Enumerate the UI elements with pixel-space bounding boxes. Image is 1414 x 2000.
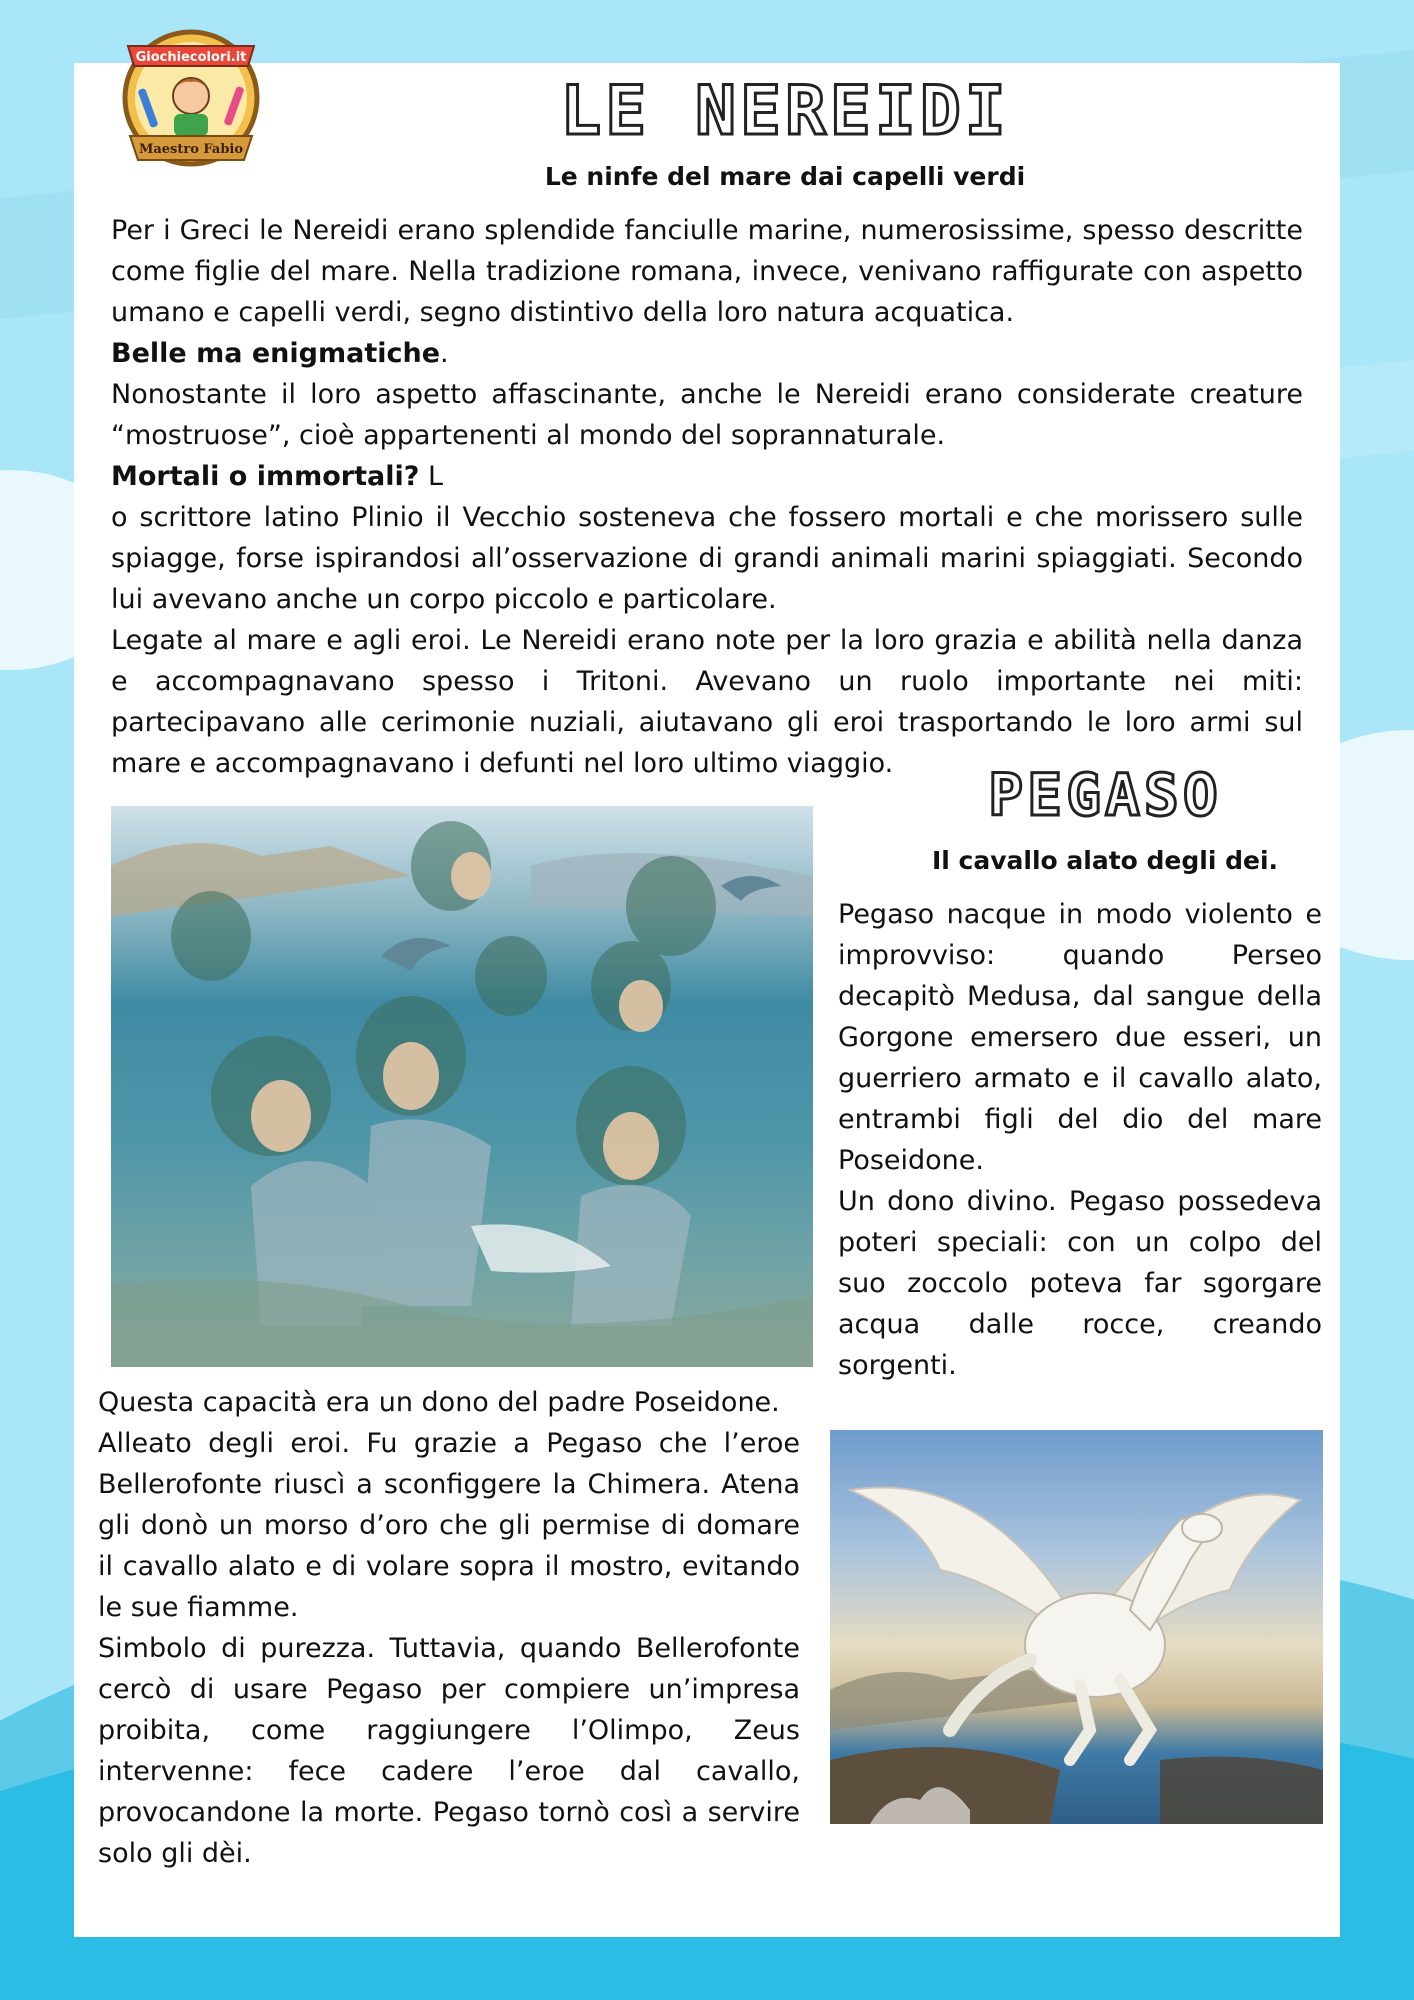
logo-caption-text: Maestro Fabio <box>138 142 244 157</box>
nereidi-text <box>111 210 1303 784</box>
paragraph: Per i Greci le Nereidi erano splendide fanciulle marine, numerosissime, spesso descritte come figlie del mare. Nella tradizione romana, invece, venivano raffigurate con aspetto umano e capelli verdi, segno distintivo della loro natura acquatica. <box>111 215 1303 328</box>
section-subtitle: Le ninfe del mare dai capelli verdi <box>544 162 1026 191</box>
paragraph-heading <box>111 456 1303 497</box>
pegaso-text-upper <box>838 894 1322 1386</box>
section-title: PEGASO <box>988 761 1222 829</box>
bold-heading: Mortali o immortali? <box>111 461 420 492</box>
pegaso-text-lower <box>98 1382 800 1874</box>
logo <box>108 28 274 174</box>
paragraph: Un dono divino. Pegaso possedeva poteri speciali: con un colpo del suo zoccolo poteva far sgorgare acqua dalle rocce, creando sorgenti. <box>838 1186 1322 1381</box>
bold-heading: Belle ma enigmatiche <box>111 338 441 369</box>
paragraph: o scrittore latino Plinio il Vecchio sosteneva che fossero mortali e che morissero sulle spiagge, forse ispirandosi all’osservazione di grandi animali marini spiaggiati. Secondo lui avevano anche un corpo piccolo e particolare. <box>111 502 1303 615</box>
paragraph: Nonostante il loro aspetto affascinante, anche le Nereidi erano considerate creature “mostruose”, cioè appartenenti al mondo del soprannaturale. <box>111 379 1303 451</box>
paragraph: Questa capacità era un dono del padre Poseidone. <box>98 1387 780 1418</box>
paragraph: Simbolo di purezza. Tuttavia, quando Bellerofonte cercò di usare Pegaso per compiere un’impresa proibita, come raggiungere l’Olimpo, Zeus intervenne: fece cadere l’eroe dal cavallo, provocandone la morte. Pegaso tornò così a servire solo gli dèi. <box>98 1633 800 1869</box>
paragraph: Alleato degli eroi. Fu grazie a Pegaso che l’eroe Bellerofonte riuscì a sconfiggere la Chimera. Atena gli donò un morso d’oro che gli permise di domare il cavallo alato e di volare sopra il mostro, evitando le sue fiamme. <box>98 1428 800 1623</box>
section-subtitle: Il cavallo alato degli dei. <box>931 846 1279 875</box>
heading-tail: L <box>419 461 444 492</box>
paragraph-heading <box>111 333 1303 374</box>
nereidi-illustration <box>111 806 813 1367</box>
heading-tail: . <box>440 338 449 369</box>
page-title: LE NEREIDI <box>560 72 1010 151</box>
paragraph: Pegaso nacque in modo violento e improvviso: quando Perseo decapitò Medusa, dal sangue della Gorgone emersero due esseri, un guerriero armato e il cavallo alato, entrambi figli del dio del mare Poseidone. <box>838 899 1322 1176</box>
logo-brand-text: Giochiecolori.it <box>135 50 247 65</box>
paragraph: Legate al mare e agli eroi. Le Nereidi erano note per la loro grazia e abilità nella danza e accompagnavano spesso i Tritoni. Avevano un ruolo importante nei miti: partecipavano alle cerimonie nuziali, aiutavano gli eroi trasportando le loro armi sul mare e accompagnavano i defunti nel loro ultimo viaggio. <box>111 625 1303 779</box>
pegaso-illustration <box>830 1430 1323 1824</box>
